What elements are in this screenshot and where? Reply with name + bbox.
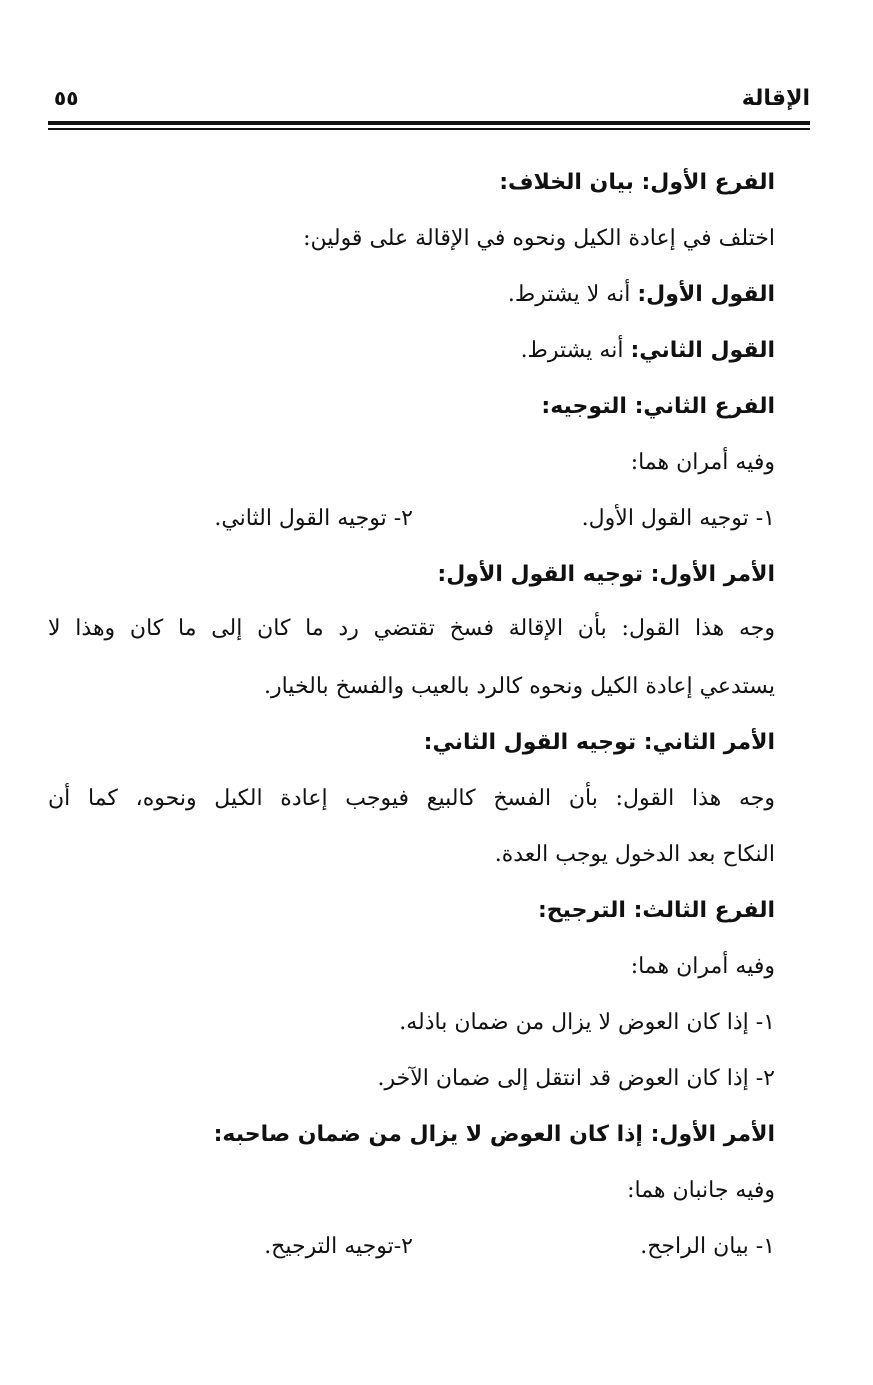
opinion-2-text: أنه يشترط. [520, 338, 624, 363]
section-heading-4: الأمر الثاني: توجيه القول الثاني: [423, 730, 775, 755]
opinion-1 [508, 278, 775, 312]
section-heading-2: الفرع الثاني: التوجيه: [541, 394, 775, 419]
opinion-1-label: القول الأول: [637, 282, 775, 307]
list3-item-1: ١- بيان الراجح. [640, 1234, 775, 1259]
list3-item-2: ٢-توجيه الترجيح. [264, 1234, 413, 1259]
list2-item-1: ١- إذا كان العوض لا يزال من ضمان باذله. [399, 1010, 775, 1035]
paragraph-1: اختلف في إعادة الكيل ونحوه في الإقالة على قولين: [303, 226, 775, 251]
header-rule-thin [48, 128, 810, 130]
paragraph-5: وفيه أمران هما: [630, 954, 775, 979]
page-number: ٥٥ [54, 86, 79, 110]
paragraph-4-line-1: وجه هذا القول: بأن الفسخ كالبيع فيوجب إعادة الكيل ونحوه، كما أن [48, 786, 775, 811]
opinion-1-text: أنه لا يشترط. [507, 282, 631, 307]
list2-item-2: ٢- إذا كان العوض قد انتقل إلى ضمان الآخر. [377, 1066, 775, 1091]
section-heading-6: الأمر الأول: إذا كان العوض لا يزال من ضمان صاحبه: [213, 1122, 775, 1147]
running-title: الإقالة [741, 86, 810, 111]
paragraph-3-line-1: وجه هذا القول: بأن الإقالة فسخ تقتضي رد ما كان إلى ما كان وهذا لا [48, 616, 775, 641]
section-heading-5: الفرع الثالث: الترجيح: [537, 898, 775, 923]
section-heading-1: الفرع الأول: بيان الخلاف: [499, 170, 775, 195]
section-heading-3: الأمر الأول: توجيه القول الأول: [437, 562, 775, 587]
header-rule-thick [48, 121, 810, 125]
list1-item-2: ٢- توجيه القول الثاني. [214, 506, 413, 531]
paragraph-6: وفيه جانبان هما: [627, 1178, 775, 1203]
opinion-2 [521, 334, 775, 368]
paragraph-3-line-2: يستدعي إعادة الكيل ونحوه كالرد بالعيب والفسخ بالخيار. [263, 674, 775, 699]
paragraph-2: وفيه أمران هما: [630, 450, 775, 475]
opinion-2-label: القول الثاني: [630, 338, 775, 363]
list1-item-1: ١- توجيه القول الأول. [581, 506, 775, 531]
page-header [48, 78, 810, 118]
paragraph-4-line-2: النكاح بعد الدخول يوجب العدة. [494, 842, 775, 867]
